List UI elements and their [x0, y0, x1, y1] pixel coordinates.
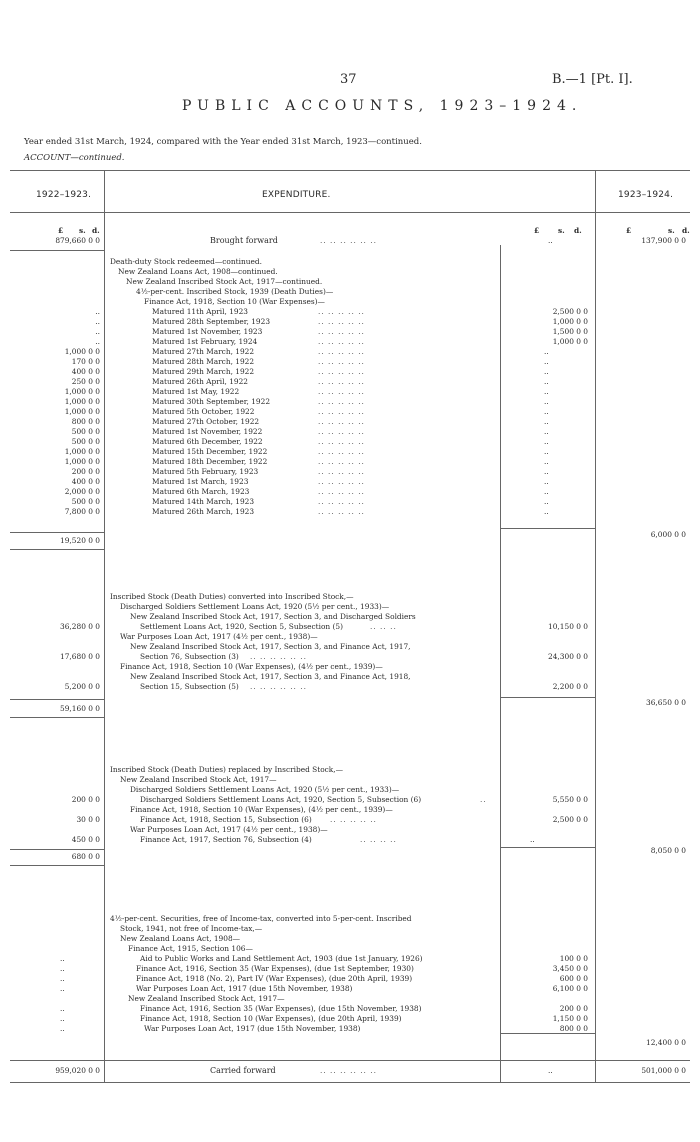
section1-heading-1: Death-duty Stock redeemed—continued. — [110, 257, 262, 266]
carried-forward-current: 501,000 0 0 — [641, 1066, 686, 1075]
section2-inner: 2,200 0 0 — [552, 682, 588, 691]
pence-label: d. — [682, 226, 690, 235]
section3-line: Discharged Soldiers Settlement Loans Act, 1920, Section 5, Subsection (6) — [140, 795, 422, 804]
section3-prior-total: 680 0 0 — [71, 852, 100, 861]
table-row — [0, 357, 700, 367]
section3-line: War Purposes Loan Act, 1917 (4½ per cent., 1938)— — [130, 825, 328, 834]
leader-dots: .. .. .. .. .. — [318, 337, 365, 346]
row-label: Matured 6th December, 1922 — [152, 437, 263, 446]
prior-amount: 200 0 0 — [71, 467, 100, 476]
pence-label: d. — [574, 226, 582, 235]
inner-amount: 3,450 0 0 — [552, 964, 588, 973]
section2-current-total: 36,650 0 0 — [646, 698, 686, 707]
prior-amount: 1,000 0 0 — [64, 347, 100, 356]
row-label: Finance Act, 1918, Section 10 (War Expenses), (due 20th April, 1939) — [140, 1014, 402, 1023]
table-row — [0, 437, 700, 447]
inner-amount: .. — [544, 367, 549, 376]
section1-prior-rule — [10, 532, 104, 533]
row-label: Finance Act, 1916, Section 35 (War Expenses), (due 15th November, 1938) — [140, 1004, 422, 1013]
row-label: War Purposes Loan Act, 1917 (due 15th November, 1938) — [136, 984, 353, 993]
row-label: Matured 1st November, 1922 — [152, 427, 263, 436]
lsd-header-prior — [14, 226, 100, 236]
table-row — [0, 317, 700, 327]
leader-dots: .. .. .. .. .. — [318, 457, 365, 466]
prior-amount: 800 0 0 — [71, 417, 100, 426]
row-label: Matured 28th March, 1922 — [152, 357, 255, 366]
leader-dots: .. .. .. .. .. — [318, 417, 365, 426]
section2-inner: 24,300 0 0 — [548, 652, 588, 661]
prior-amount: 400 0 0 — [71, 477, 100, 486]
leader-dots: .. .. .. .. .. — [318, 477, 365, 486]
leader-dots: .. .. .. .. .. — [318, 387, 365, 396]
section1-prior-rule-bottom — [10, 549, 104, 550]
leader-dots: .. .. .. .. .. — [330, 815, 377, 824]
row-label: Matured 27th October, 1922 — [152, 417, 260, 426]
inner-amount: .. — [544, 347, 549, 356]
section1-current-total: 6,000 0 0 — [650, 530, 686, 539]
shilling-label: s. — [668, 226, 675, 235]
row-label: Matured 6th March, 1923 — [152, 487, 250, 496]
section3-prior: 450 0 0 — [71, 835, 100, 844]
section2-line: New Zealand Inscribed Stock Act, 1917, Section 3, and Discharged Soldiers — [130, 612, 416, 621]
inner-amount: .. — [544, 377, 549, 386]
leader-dots: .. .. .. .. .. — [318, 437, 365, 446]
leader-dots: .. .. .. .. .. — [318, 347, 365, 356]
leader-dots: .. .. .. .. .. — [318, 427, 365, 436]
prior-amount: 1,000 0 0 — [64, 407, 100, 416]
inner-amount: 600 0 0 — [559, 974, 588, 983]
row-label: Aid to Public Works and Land Settlement Act, 1903 (due 1st January, 1926) — [140, 954, 423, 963]
leader-dots: .. .. .. .. .. — [318, 357, 365, 366]
prior-amount: 500 0 0 — [71, 497, 100, 506]
prior-amount: .. — [60, 1004, 65, 1013]
carried-forward-row — [0, 1066, 700, 1076]
section4-sub-2: Finance Act, 1915, Section 106— — [128, 944, 253, 953]
row-label: Matured 18th December, 1922 — [152, 457, 268, 466]
brought-forward-row — [0, 236, 700, 246]
prior-amount: .. — [60, 984, 65, 993]
row-label: Matured 1st February, 1924 — [152, 337, 258, 346]
page-title: PUBLIC ACCOUNTS, 1923–1924. — [182, 98, 583, 114]
section2-line: Discharged Soldiers Settlement Loans Act, 1920 (5½ per cent., 1933)— — [120, 602, 390, 611]
brought-forward-prior: 879,660 0 0 — [55, 236, 100, 245]
section3-line: Finance Act, 1918, Section 10 (War Expenses), (4½ per cent., 1939)— — [130, 805, 393, 814]
section2-line: Section 15, Subsection (5) — [140, 682, 239, 691]
inner-amount: 1,150 0 0 — [552, 1014, 588, 1023]
prior-amount: .. — [60, 1024, 65, 1033]
prior-amount: .. — [95, 327, 100, 336]
row-label: New Zealand Inscribed Stock Act, 1917— — [128, 994, 285, 1003]
section2-prior-rule-bottom — [10, 717, 104, 718]
row-label: War Purposes Loan Act, 1917 (due 15th November, 1938) — [144, 1024, 361, 1033]
leader-dots: .. .. .. .. .. — [318, 397, 365, 406]
carried-forward-inner: .. — [548, 1066, 553, 1075]
shilling-label: s. — [558, 226, 565, 235]
carried-forward-top-rule — [10, 1060, 690, 1061]
table-row — [0, 427, 700, 437]
inner-amount: 1,500 0 0 — [552, 327, 588, 336]
section2-prior: 17,680 0 0 — [60, 652, 100, 661]
prior-amount: .. — [60, 974, 65, 983]
section3-inner-rule — [500, 847, 595, 848]
prior-amount: 500 0 0 — [71, 437, 100, 446]
brought-forward-inner: .. — [548, 236, 553, 245]
inner-amount: 800 0 0 — [559, 1024, 588, 1033]
table-row — [0, 367, 700, 377]
leader-dots: .. .. .. .. .. — [318, 447, 365, 456]
leader-dots: .. .. .. .. .. — [318, 407, 365, 416]
inner-amount: .. — [544, 447, 549, 456]
row-label: Matured 27th March, 1922 — [152, 347, 255, 356]
lsd-header-current — [600, 226, 690, 236]
leader-dots: .. .. .. .. — [360, 835, 397, 844]
pence-label: d. — [92, 226, 100, 235]
leader-dots: .. — [480, 795, 487, 804]
table-row — [0, 974, 700, 984]
table-bottom-rule — [10, 1082, 690, 1083]
inner-amount: .. — [544, 407, 549, 416]
section2-line: War Purposes Loan Act, 1917 (4½ per cent., 1938)— — [120, 632, 318, 641]
page-subtitle: Year ended 31st March, 1924, compared with the Year ended 31st March, 1923—continued. — [24, 137, 422, 147]
row-label: Finance Act, 1918 (No. 2), Part IV (War Expenses), (due 20th April, 1939) — [136, 974, 413, 983]
section2-inner-rule — [500, 697, 595, 698]
section3-current-total: 8,050 0 0 — [650, 846, 686, 855]
leader-dots: .. .. .. .. .. — [318, 367, 365, 376]
account-line: ACCOUNT—continued. — [24, 153, 125, 163]
section2-line: Finance Act, 1918, Section 10 (War Expenses), (4½ per cent., 1939)— — [120, 662, 383, 671]
inner-amount: .. — [544, 387, 549, 396]
section3-line: New Zealand Inscribed Stock Act, 1917— — [120, 775, 277, 784]
table-row — [0, 337, 700, 347]
section3-inner: 2,500 0 0 — [552, 815, 588, 824]
section3-line: Finance Act, 1918, Section 15, Subsection (6) — [140, 815, 312, 824]
row-label: Matured 5th October, 1922 — [152, 407, 255, 416]
lsd-header-inner — [504, 226, 592, 236]
column-header-current-year: 1923–1924. — [618, 190, 674, 200]
row-label: Matured 26th April, 1922 — [152, 377, 249, 386]
inner-amount: .. — [544, 437, 549, 446]
leader-dots: .. .. .. .. .. — [318, 507, 365, 516]
inner-amount: .. — [544, 467, 549, 476]
table-row — [0, 467, 700, 477]
section2-line: Section 76, Subsection (3) — [140, 652, 239, 661]
leader-dots: .. .. .. .. .. — [318, 307, 365, 316]
leader-dots: .. .. .. .. .. — [318, 487, 365, 496]
table-row — [0, 377, 700, 387]
table-row — [0, 347, 700, 357]
table-row — [0, 327, 700, 337]
table-row — [0, 417, 700, 427]
table-row — [0, 407, 700, 417]
table-top-rule — [10, 170, 690, 171]
row-label: Matured 1st May, 1922 — [152, 387, 240, 396]
section3-line: Discharged Soldiers Settlement Loans Act, 1920 (5½ per cent., 1933)— — [130, 785, 400, 794]
table-row — [0, 954, 700, 964]
section3-inner: .. — [530, 835, 535, 844]
section2-inner: 10,150 0 0 — [548, 622, 588, 631]
table-row — [0, 1004, 700, 1014]
section2-prior: 5,200 0 0 — [64, 682, 100, 691]
section1-heading-5: Finance Act, 1918, Section 10 (War Expenses)— — [144, 297, 325, 306]
leader-dots: .. .. .. .. .. — [318, 377, 365, 386]
inner-amount: 200 0 0 — [559, 1004, 588, 1013]
row-label: Matured 1st March, 1923 — [152, 477, 249, 486]
prior-amount: 1,000 0 0 — [64, 397, 100, 406]
section4-heading: 4½-per-cent. Securities, free of Income-tax, converted into 5-per-cent. Inscribed — [110, 914, 412, 923]
inner-amount: 1,000 0 0 — [552, 317, 588, 326]
leader-dots: .. .. .. — [370, 622, 397, 631]
section2-prior-rule — [10, 699, 104, 700]
table-row — [0, 387, 700, 397]
row-label: Matured 11th April, 1923 — [152, 307, 249, 316]
row-label: Matured 30th September, 1922 — [152, 397, 271, 406]
section4-heading-2: Stock, 1941, not free of Income-tax,— — [120, 924, 263, 933]
table-row — [0, 497, 700, 507]
table-row — [0, 1014, 700, 1024]
prior-amount: .. — [60, 964, 65, 973]
table-row — [0, 487, 700, 497]
table-row — [0, 447, 700, 457]
row-label: Matured 15th December, 1922 — [152, 447, 268, 456]
prior-amount: .. — [95, 317, 100, 326]
brought-forward-rule — [10, 250, 104, 251]
section3-line: Finance Act, 1917, Section 76, Subsection (4) — [140, 835, 312, 844]
leader-dots: .. .. .. .. .. — [318, 497, 365, 506]
document-reference: B.—1 [Pt. I]. — [552, 72, 633, 87]
table-row — [0, 397, 700, 407]
section3-prior-rule-bottom — [10, 865, 104, 866]
section4-current-total: 12,400 0 0 — [646, 1038, 686, 1047]
pound-label: £ — [58, 226, 64, 235]
table-row — [0, 994, 700, 1004]
section2-line: Settlement Loans Act, 1920, Section 5, Subsection (5) — [140, 622, 343, 631]
prior-amount: 250 0 0 — [71, 377, 100, 386]
section1-inner-rule — [500, 528, 595, 529]
pound-label: £ — [626, 226, 632, 235]
prior-amount: 1,000 0 0 — [64, 457, 100, 466]
shilling-label: s. — [79, 226, 86, 235]
section3-prior-rule — [10, 849, 104, 850]
inner-amount: .. — [544, 457, 549, 466]
inner-amount: .. — [544, 477, 549, 486]
prior-amount: 170 0 0 — [71, 357, 100, 366]
inner-amount: 6,100 0 0 — [552, 984, 588, 993]
section1-heading-3: New Zealand Inscribed Stock Act, 1917—continued. — [126, 277, 323, 286]
leader-dots: .. .. .. .. .. — [318, 327, 365, 336]
table-row — [0, 477, 700, 487]
inner-amount: .. — [544, 397, 549, 406]
header-rule — [10, 212, 690, 213]
prior-amount: 400 0 0 — [71, 367, 100, 376]
row-label: Matured 5th February, 1923 — [152, 467, 259, 476]
section2-heading: Inscribed Stock (Death Duties) converted into Inscribed Stock,— — [110, 592, 354, 601]
prior-amount: 1,000 0 0 — [64, 387, 100, 396]
leader-dots: .. .. .. .. .. .. — [320, 1066, 377, 1075]
section2-prior-total: 59,160 0 0 — [60, 704, 100, 713]
carried-forward-label: Carried forward — [210, 1066, 276, 1075]
inner-amount: .. — [544, 417, 549, 426]
row-label: Matured 29th March, 1922 — [152, 367, 255, 376]
section3-heading: Inscribed Stock (Death Duties) replaced by Inscribed Stock,— — [110, 765, 344, 774]
table-row — [0, 307, 700, 317]
row-label: Matured 26th March, 1923 — [152, 507, 255, 516]
table-row — [0, 964, 700, 974]
section2-prior: 36,280 0 0 — [60, 622, 100, 631]
inner-amount: .. — [544, 427, 549, 436]
row-label: Matured 14th March, 1923 — [152, 497, 255, 506]
leader-dots: .. .. .. .. .. .. — [320, 236, 377, 245]
table-row — [0, 507, 700, 517]
column-header-prior-year: 1922–1923. — [36, 190, 92, 200]
inner-amount: .. — [544, 507, 549, 516]
inner-amount: .. — [544, 497, 549, 506]
row-label: Matured 1st November, 1923 — [152, 327, 263, 336]
pound-label: £ — [534, 226, 540, 235]
carried-forward-prior: 959,020 0 0 — [55, 1066, 100, 1075]
inner-amount: .. — [544, 357, 549, 366]
page-number: 37 — [340, 72, 357, 87]
inner-amount: .. — [544, 487, 549, 496]
prior-amount: 2,000 0 0 — [64, 487, 100, 496]
section3-prior: 30 0 0 — [76, 815, 100, 824]
table-row — [0, 1024, 700, 1034]
brought-forward-current: 137,900 0 0 — [641, 236, 686, 245]
row-label: Finance Act, 1916, Section 35 (War Expenses), (due 1st September, 1930) — [136, 964, 414, 973]
table-row — [0, 984, 700, 994]
inner-amount: 100 0 0 — [559, 954, 588, 963]
section4-sub: New Zealand Loans Act, 1908— — [120, 934, 241, 943]
section2-line: New Zealand Inscribed Stock Act, 1917, Section 3, and Finance Act, 1917, — [130, 642, 411, 651]
inner-amount: 1,000 0 0 — [552, 337, 588, 346]
prior-amount: 500 0 0 — [71, 427, 100, 436]
section3-prior: 200 0 0 — [71, 795, 100, 804]
table-row — [0, 457, 700, 467]
brought-forward-label: Brought forward — [210, 236, 278, 245]
prior-amount: .. — [60, 1014, 65, 1023]
leader-dots: .. .. .. .. .. .. — [250, 652, 307, 661]
section1-heading-4: 4½-per-cent. Inscribed Stock, 1939 (Death Duties)— — [136, 287, 334, 296]
section2-line: New Zealand Inscribed Stock Act, 1917, Section 3, and Finance Act, 1918, — [130, 672, 411, 681]
prior-amount: 7,800 0 0 — [64, 507, 100, 516]
column-header-expenditure: EXPENDITURE. — [262, 190, 331, 200]
prior-amount: .. — [60, 954, 65, 963]
section1-prior-total: 19,520 0 0 — [60, 536, 100, 545]
leader-dots: .. .. .. .. .. .. — [250, 682, 307, 691]
row-label: Matured 28th September, 1923 — [152, 317, 271, 326]
prior-amount: 1,000 0 0 — [64, 447, 100, 456]
leader-dots: .. .. .. .. .. — [318, 317, 365, 326]
prior-amount: .. — [95, 307, 100, 316]
section4-inner-rule — [500, 1033, 595, 1034]
prior-amount: .. — [95, 337, 100, 346]
section3-inner: 5,550 0 0 — [552, 795, 588, 804]
section1-heading-2: New Zealand Loans Act, 1908—continued. — [118, 267, 278, 276]
inner-amount: 2,500 0 0 — [552, 307, 588, 316]
leader-dots: .. .. .. .. .. — [318, 467, 365, 476]
